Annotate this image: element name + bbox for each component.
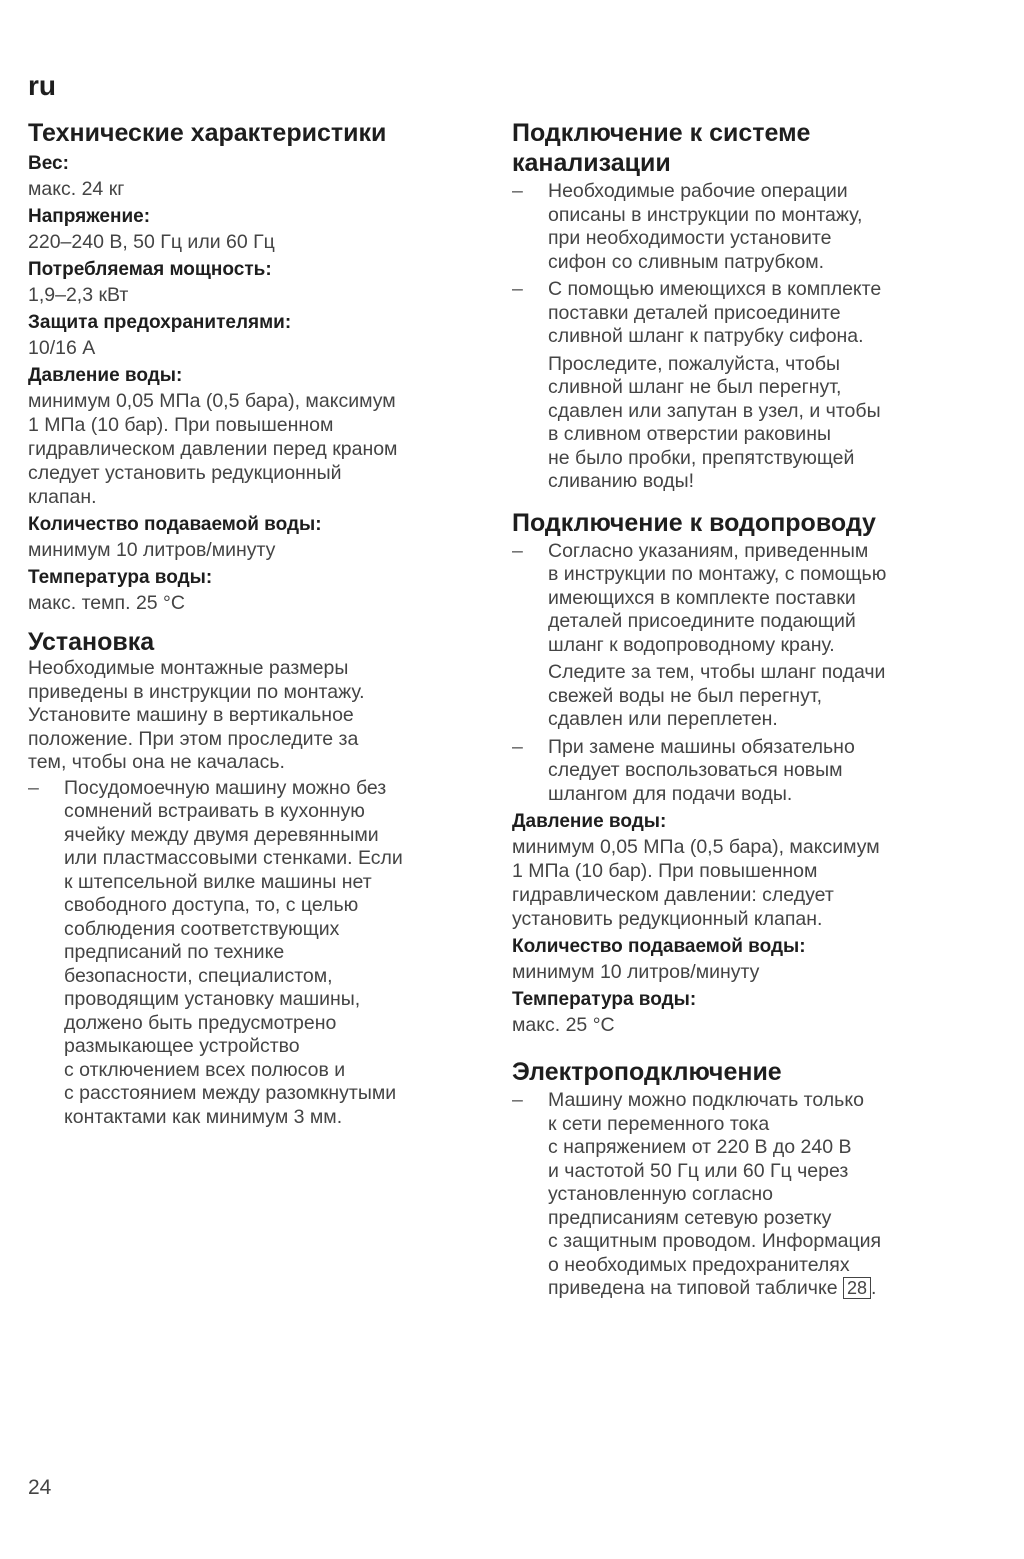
- electrical-text: Машину можно подключать только к сети переменного тока с напряжением от 220 В до 240 В и частотой 50 Гц или 60 Гц через установленную согласно предписаниям сетевую розетку с защитным проводом. Информация о необходимых предохранителях приведена на типовой табличке: [548, 1089, 882, 1299]
- list-item-text: Согласно указаниям, приведенным в инструкции по монтажу, с помощью имеющихся в комплекте поставки деталей присоедините подающий шланг к водопроводному крану.: [548, 539, 887, 656]
- spec-label: Количество подаваемой воды:: [28, 514, 322, 535]
- list-item-text: Необходимые рабочие операции описаны в инструкции по монтажу, при необходимости установите сифон со сливным патрубком.: [548, 180, 863, 273]
- right-column: [512, 118, 962, 1305]
- installation-heading: Установка: [28, 628, 155, 656]
- list-item: [512, 278, 962, 349]
- spec-value: 220–240 В, 50 Гц или 60 Гц: [28, 231, 275, 253]
- dash-bullet: –: [512, 180, 523, 202]
- list-item: [512, 1089, 962, 1301]
- spec-value: 10/16 А: [28, 337, 96, 359]
- spec-value: 1,9–2,3 кВт: [28, 284, 129, 306]
- spec-label: Давление воды:: [512, 811, 667, 832]
- drain-note: Проследите, пожалуйста, чтобы сливной шланг не был перегнут, сдавлен или запутан в узел, и чтобы в сливном отверстии раковины не было пробки, препятствующей сливанию воды!: [548, 352, 881, 492]
- spec-label: Защита предохранителями:: [28, 312, 292, 333]
- page-number: 24: [28, 1476, 52, 1499]
- list-item: [512, 540, 962, 658]
- water-list-2: [512, 736, 962, 807]
- spec-value: минимум 10 литров/минуту: [512, 961, 760, 983]
- water-supply-heading: Подключение к водопроводу: [512, 508, 876, 537]
- list-item-text: [548, 1089, 962, 1301]
- spec-label: Напряжение:: [28, 206, 151, 227]
- electrical-list: [512, 1089, 962, 1301]
- spec-label: Количество подаваемой воды:: [512, 936, 806, 957]
- spec-label: Температура воды:: [28, 567, 213, 588]
- dash-bullet: –: [28, 776, 39, 799]
- spec-label: Вес:: [28, 153, 69, 174]
- list-item-text: С помощью имеющихся в комплекте поставки деталей присоедините сливной шланг к патрубку сифона.: [548, 278, 882, 347]
- spec-label: Давление воды:: [28, 365, 183, 386]
- spec-label: Потребляемая мощность:: [28, 259, 272, 280]
- list-item-text: При замене машины обязательно следует воспользоваться новым шлангом для подачи воды.: [548, 735, 855, 805]
- spec-label: Температура воды:: [512, 989, 697, 1010]
- left-column: [28, 118, 478, 1133]
- list-item: [512, 180, 962, 274]
- water-list: [512, 540, 962, 658]
- sentence-end: .: [871, 1277, 877, 1299]
- spec-value: минимум 10 литров/минуту: [28, 539, 276, 561]
- list-item-text: Посудомоечную машину можно без сомнений встраивать в кухонную ячейку между двумя деревянными или пластмассовыми стенками. Если к штепсельной вилке машины нет свободного доступа, то, с целью соблюдения соответствующих предписаний по технике безопасности, специалистом, проводящим установку машины, должено быть предусмотрено размыкающее устройство с отключением всех полюсов и с расстоянием между разомкнутыми контактами как минимум 3 мм.: [64, 776, 403, 1128]
- dash-bullet: –: [512, 278, 523, 300]
- dash-bullet: –: [512, 1089, 523, 1111]
- spec-value: минимум 0,05 МПа (0,5 бара), максимум 1 МПа (10 бар). При повышенном гидравлическом давлении: следует установить редукционный клапан.: [512, 836, 880, 930]
- drain-heading: Подключение к системе канализации: [512, 119, 811, 177]
- language-code: ru: [28, 70, 56, 101]
- reference-number: 28: [843, 1277, 871, 1299]
- dash-bullet: –: [512, 539, 523, 562]
- installation-list: [28, 777, 478, 1130]
- list-item: [512, 736, 962, 807]
- spec-value: макс. 24 кг: [28, 178, 125, 200]
- dash-bullet: –: [512, 735, 523, 758]
- drain-list: [512, 180, 962, 349]
- installation-intro: Необходимые монтажные размеры приведены в инструкции по монтажу. Установите машину в вертикальное положение. При этом проследите за тем, чтобы она не качалась.: [28, 657, 365, 773]
- spec-value: макс. темп. 25 °C: [28, 592, 185, 614]
- tech-specs-heading: Технические характеристики: [28, 119, 387, 147]
- list-item: [28, 777, 478, 1130]
- tech-specs: [28, 152, 478, 615]
- electrical-heading: Электроподключение: [512, 1058, 782, 1086]
- water-note: Следите за тем, чтобы шланг подачи свежей воды не был перегнут, сдавлен или переплетен.: [548, 661, 886, 730]
- spec-value: макс. 25 °C: [512, 1014, 615, 1036]
- spec-value: минимум 0,05 МПа (0,5 бара), максимум 1 МПа (10 бар). При повышенном гидравлическом давлении перед краном следует установить редукционный клапан.: [28, 390, 398, 508]
